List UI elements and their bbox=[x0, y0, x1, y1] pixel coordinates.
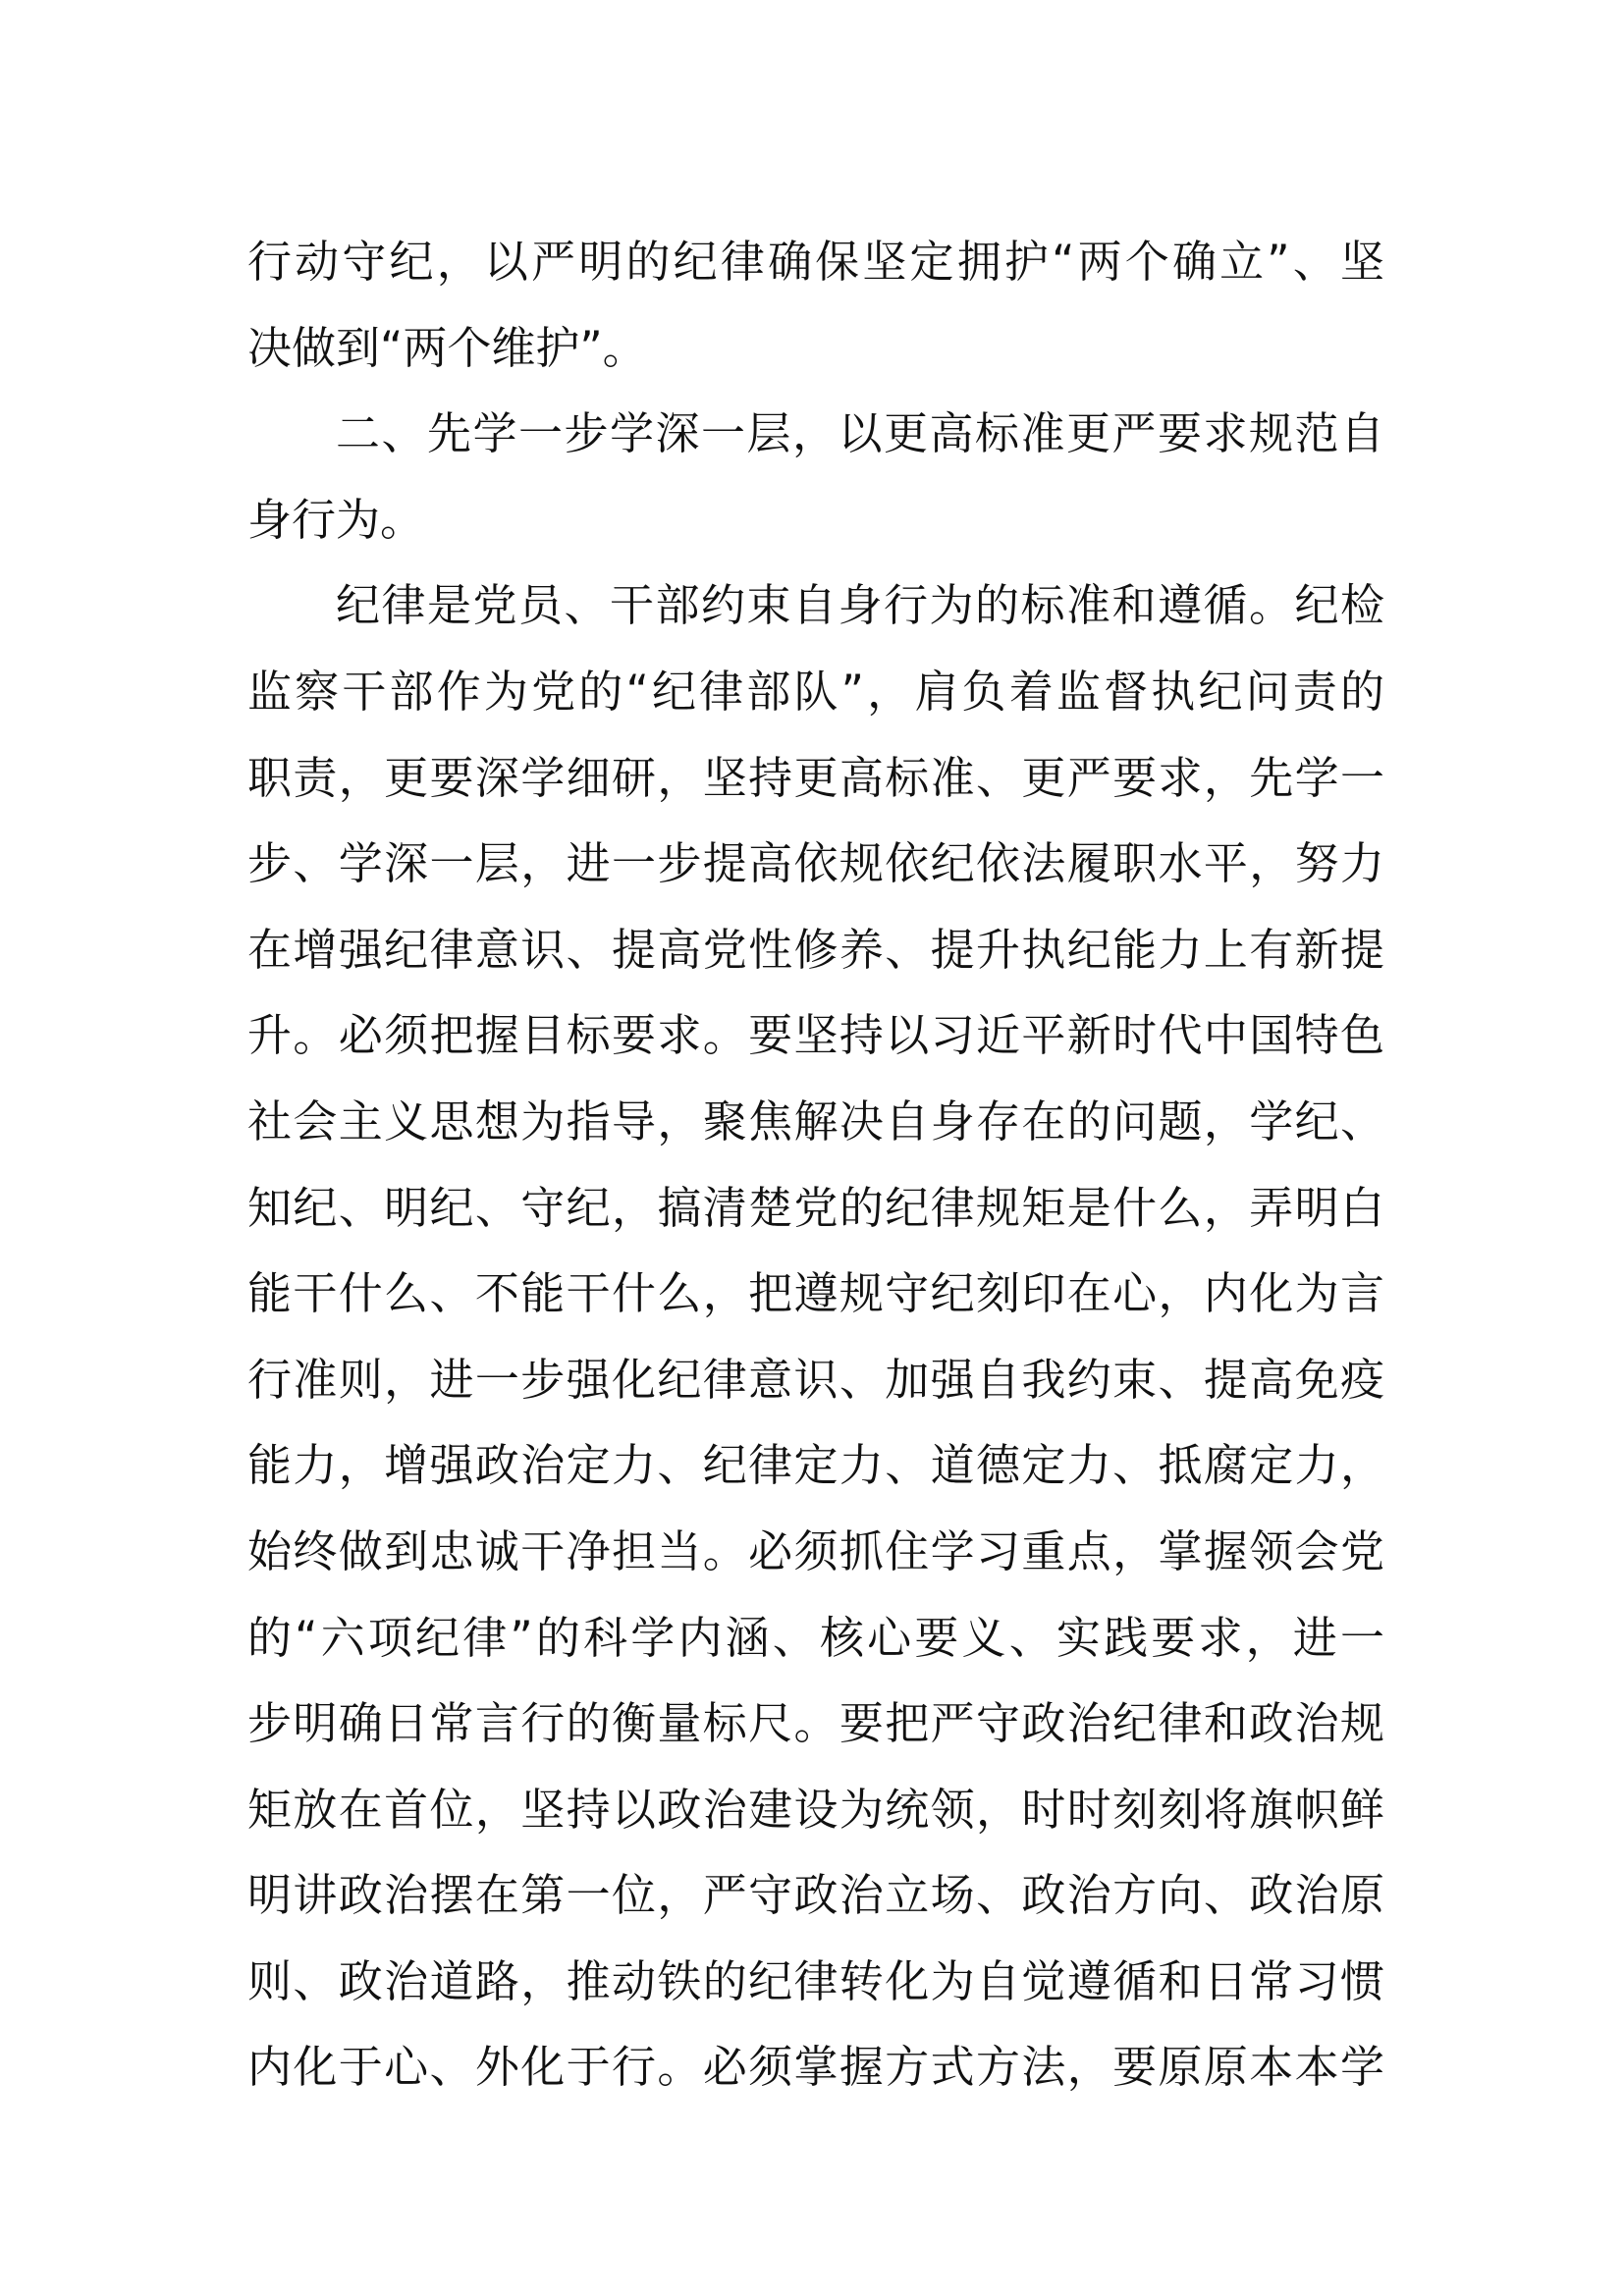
text-line: 在增强纪律意识、提高党性修养、提升执纪能力上有新提 bbox=[247, 923, 1384, 976]
text-line: 监察干部作为党的“纪律部队”，肩负着监督执纪问责的 bbox=[247, 665, 1384, 718]
text-line: 能力，增强政治定力、纪律定力、道德定力、抵腐定力， bbox=[247, 1439, 1384, 1492]
text-line: 行动守纪，以严明的纪律确保坚定拥护“两个确立”、坚 bbox=[247, 236, 1384, 288]
text-line: 升。必须把握目标要求。要坚持以习近平新时代中国特色 bbox=[247, 1009, 1384, 1062]
text-line: 知纪、明纪、守纪，搞清楚党的纪律规矩是什么，弄明白 bbox=[247, 1181, 1384, 1234]
text-line: 步明确日常言行的衡量标尺。要把严守政治纪律和政治规 bbox=[247, 1697, 1384, 1750]
text-line: 矩放在首位，坚持以政治建设为统领，时时刻刻将旗帜鲜 bbox=[247, 1783, 1384, 1836]
paragraph bbox=[247, 391, 1384, 562]
paragraph bbox=[247, 562, 1384, 2110]
text-line: 的“六项纪律”的科学内涵、核心要义、实践要求，进一 bbox=[247, 1611, 1384, 1664]
paragraph bbox=[247, 219, 1384, 391]
text-line: 决做到“两个维护”。 bbox=[247, 321, 647, 374]
text-line: 行准则，进一步强化纪律意识、加强自我约束、提高免疫 bbox=[247, 1353, 1384, 1406]
text-line: 身行为。 bbox=[247, 493, 425, 546]
text-line: 二、先学一步学深一层，以更高标准更严要求规范自 bbox=[336, 407, 1384, 460]
document-body bbox=[247, 219, 1384, 2110]
text-line: 明讲政治摆在第一位，严守政治立场、政治方向、政治原 bbox=[247, 1869, 1384, 1922]
text-line: 社会主义思想为指导，聚焦解决自身存在的问题，学纪、 bbox=[247, 1095, 1384, 1148]
text-line: 内化于心、外化于行。必须掌握方式方法，要原原本本学 bbox=[247, 2041, 1384, 2094]
text-line: 始终做到忠诚干净担当。必须抓住学习重点，掌握领会党 bbox=[247, 1524, 1384, 1577]
text-line: 能干什么、不能干什么，把遵规守纪刻印在心，内化为言 bbox=[247, 1267, 1384, 1320]
text-line: 职责，更要深学细研，坚持更高标准、更严要求，先学一 bbox=[247, 751, 1384, 804]
text-line: 纪律是党员、干部约束自身行为的标准和遵循。纪检 bbox=[336, 579, 1384, 632]
text-line: 则、政治道路，推动铁的纪律转化为自觉遵循和日常习惯 bbox=[247, 1954, 1384, 2007]
text-line: 步、学深一层，进一步提高依规依纪依法履职水平，努力 bbox=[247, 837, 1384, 890]
